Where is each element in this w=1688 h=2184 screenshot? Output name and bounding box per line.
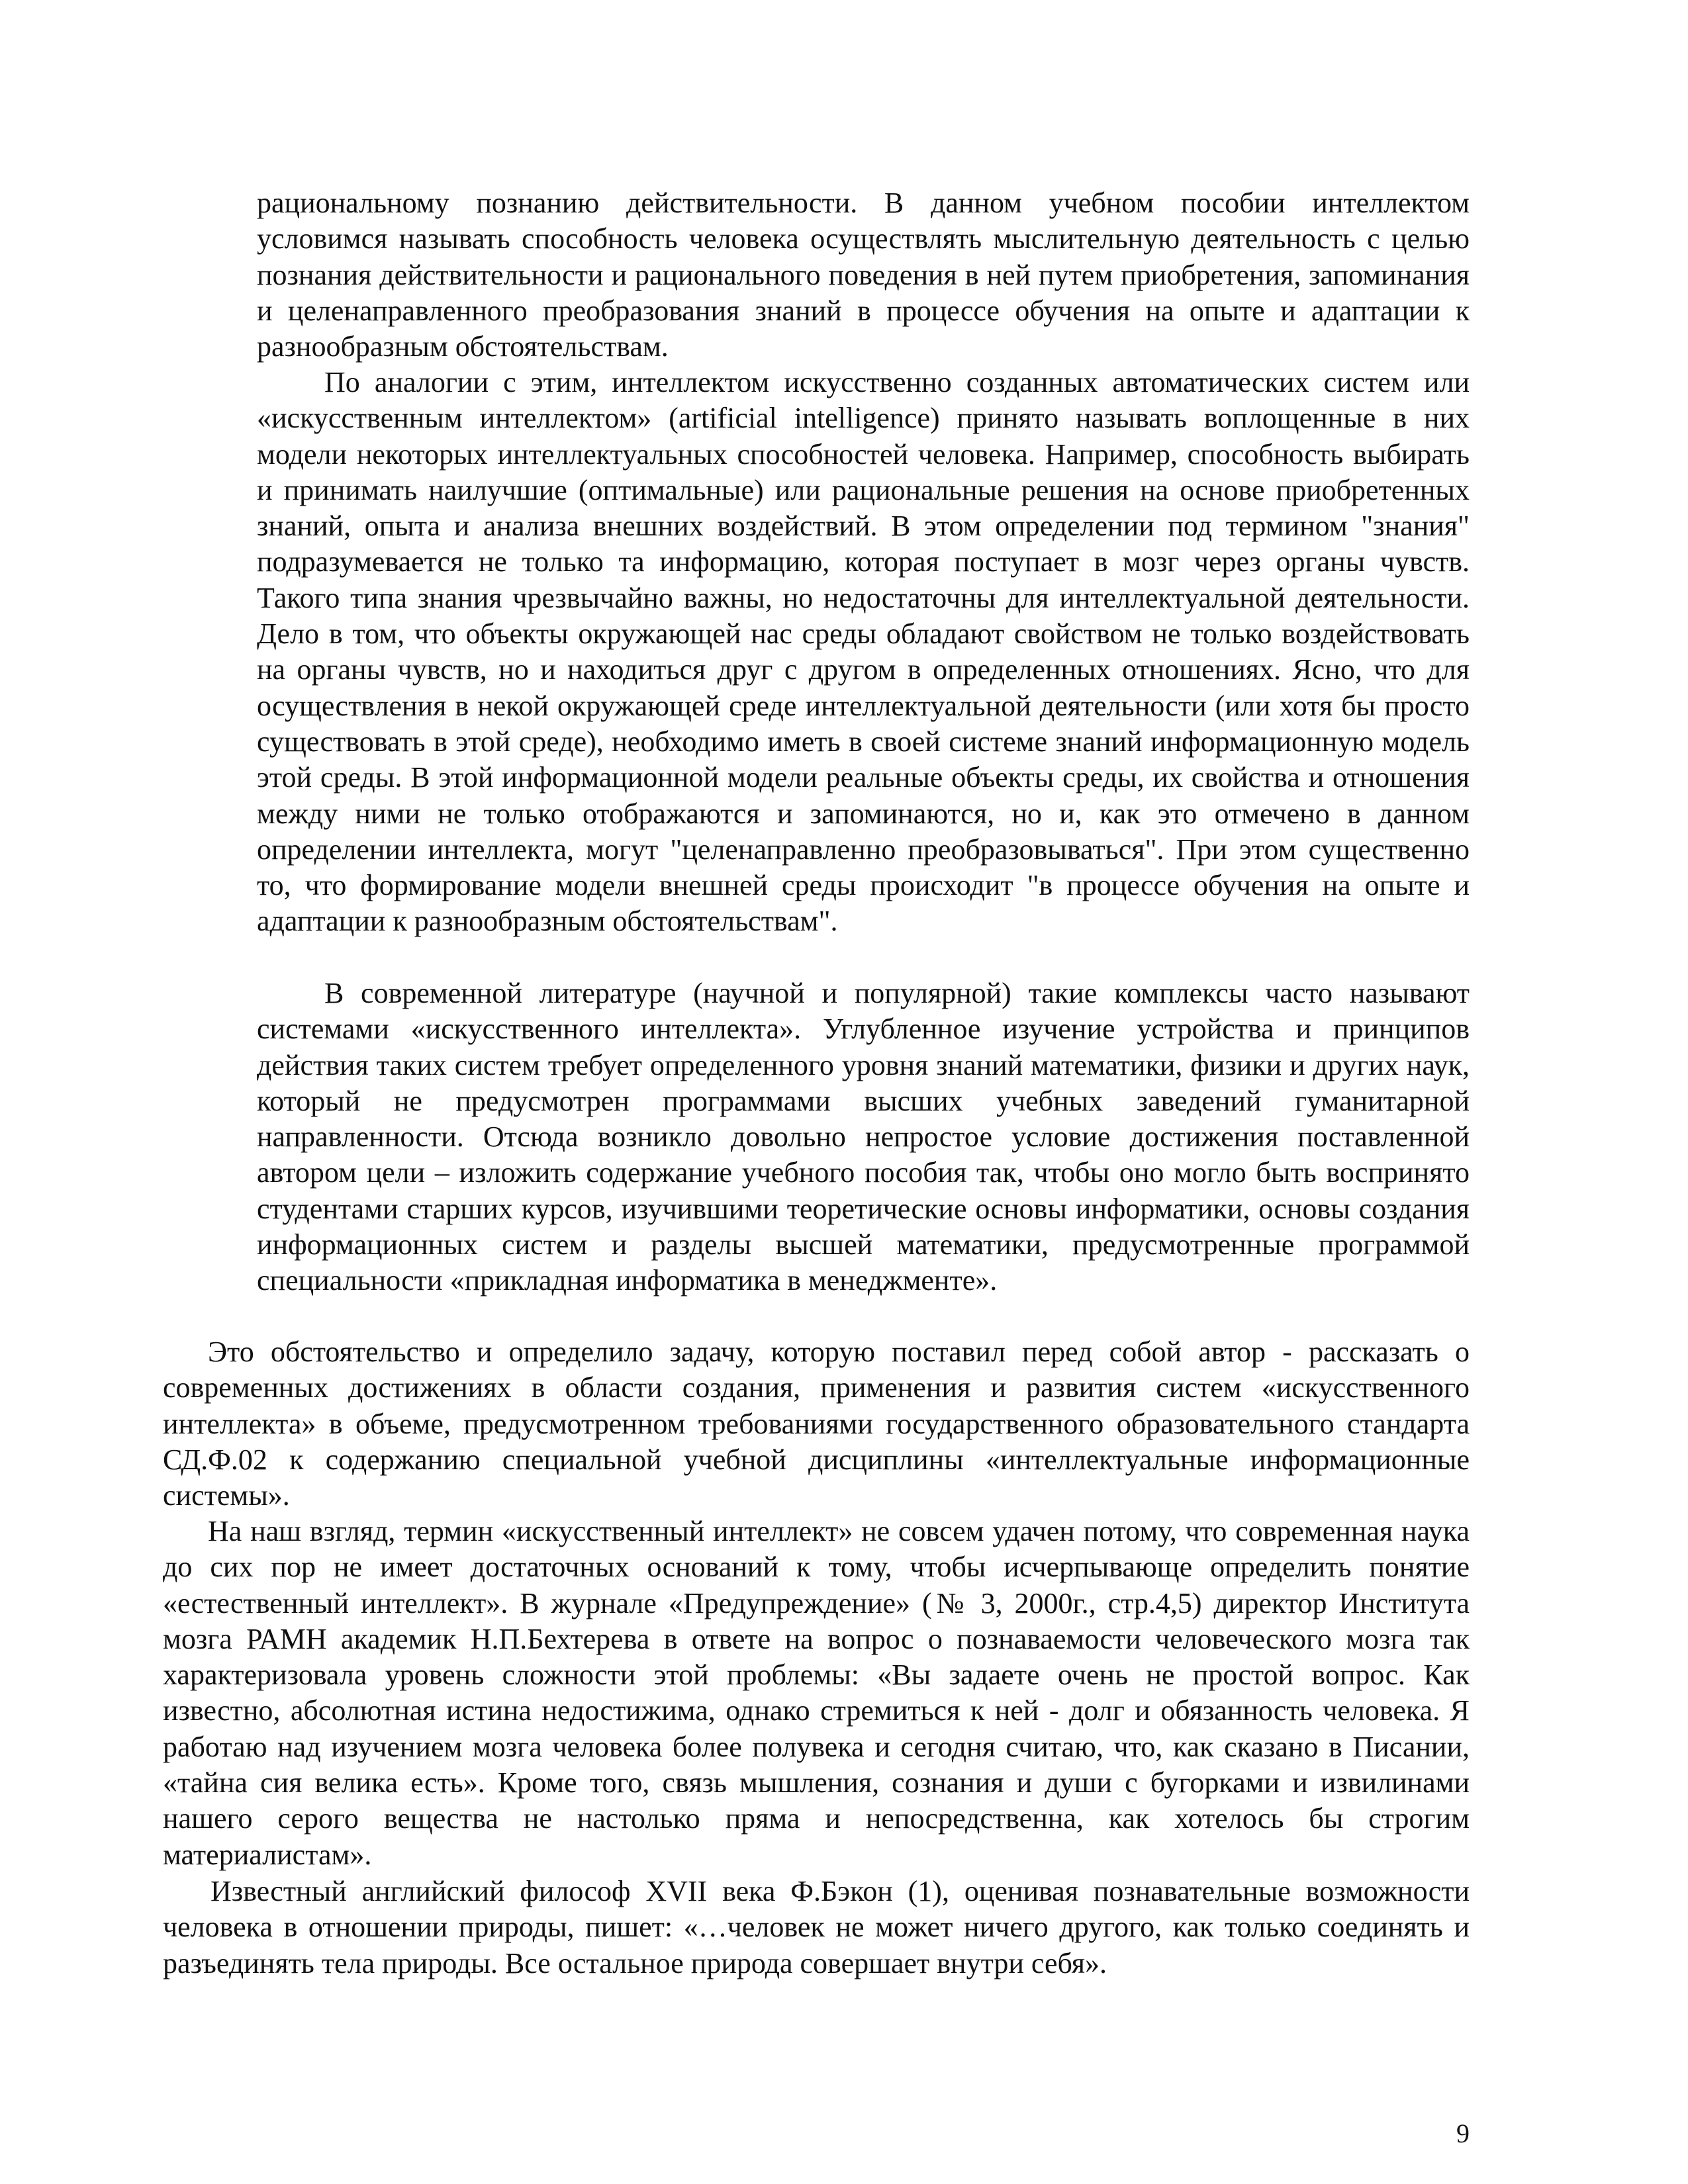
paragraph-author-task: Это обстоятельство и определило задачу, которую поставил перед собой автор - рассказать о современных достижениях в области создания, применения и развития систем «искусственного интеллекта» в объеме, предусмотренном требованиями государственного образовательного стандарта СД.Ф.02 к содержанию специальной учебной дисциплины «интеллектуальные информационные системы». [163, 1336, 1470, 1512]
paragraph-intellect-definition: рациональному познанию действительности. В данном учебном пособии интеллектом условимся называть способность человека осуществлять мыслительную деятельность с целью познания действительности и рационального поведения в ней путем приобретения, запоминания и целенаправленного преобразования знаний в процессе обучения на опыте и адаптации к разнообразным обстоятельствам. [257, 187, 1470, 363]
page-number: 9 [1456, 2118, 1470, 2148]
paragraph-artificial-intelligence-analogy: По аналогии с этим, интеллектом искусственно созданных автоматических систем или «искусственным интеллектом» (artificial intelligence) принято называть воплощенные в них модели некоторых интеллектуальных способностей человека. Например, способность выбирать и принимать наилучшие (оптимальные) или рациональные решения на основе приобретенных знаний, опыта и анализа внешних воздействий. В этом определении под термином "знания" подразумевается не только та информацию, которая поступает в мозг через органы чувств. Такого типа знания чрезвычайно важны, но недостаточны для интеллектуальной деятельности. Дело в том, что объекты окружающей нас среды обладают свойством не только воздействовать на органы чувств, но и находиться друг с другом в определенных отношениях. Ясно, что для осуществления в некой окружающей среде интеллектуальной деятельности (или хотя бы просто существовать в этой среде), необходимо иметь в своей системе знаний информационную модель этой среды. В этой информационной модели реальные объекты среды, их свойства и отношения между ними не только отображаются и запоминаются, но и, как это отмечено в данном определении интеллекта, могут "целенаправленно преобразовываться". При этом существенно то, что формирование модели внешней среды происходит "в процессе обучения на опыте и адаптации к разнообразным обстоятельствам". [257, 366, 1470, 938]
paragraph-modern-literature: В современной литературе (научной и популярной) такие комплексы часто называют системами «искусственного интеллекта». Углубленное изучение устройства и принципов действия таких систем требует определенного уровня знаний математики, физики и других наук, который не предусмотрен программами высших учебных заведений гуманитарной направленности. Отсюда возникло довольно непростое условие достижения поставленной автором цели – изложить содержание учебного пособия так, чтобы оно могло быть воспринято студентами старших курсов, изучившими теоретические основы информатики, основы создания информационных систем и разделы высшей математики, предусмотренные программой специальности «прикладная информатика в менеджменте». [257, 977, 1470, 1297]
paragraph-bekhtereva-quote: На наш взгляд, термин «искусственный интеллект» не совсем удачен потому, что современная наука до сих пор не имеет достаточных оснований к тому, чтобы исчерпывающе определить понятие «естественный интеллект». В журнале «Предупреждение» (№ 3, 2000г., стр.4,5) директор Института мозга РАМН академик Н.П.Бехтерева в ответе на вопрос о познаваемости человеческого мозга так характеризовала уровень сложности этой проблемы: «Вы задаете очень не простой вопрос. Как известно, абсолютная истина недостижима, однако стремиться к ней - долг и обязанность человека. Я работаю над изучением мозга человека более полувека и сегодня считаю, что, как сказано в Писании, «тайна сия велика есть». Кроме того, связь мышления, сознания и души с бугорками и извилинами нашего серого вещества не настолько пряма и непосредственна, как хотелось бы строгим материалистам». [163, 1515, 1470, 1871]
paragraph-bacon-quote: Известный английский философ XVII века Ф.Бэкон (1), оценивая познавательные возможности человека в отношении природы, пишет: «…человек не может ничего другого, как только соединять и разъединять тела природы. Все остальное природа совершает внутри себя». [163, 1875, 1470, 1979]
